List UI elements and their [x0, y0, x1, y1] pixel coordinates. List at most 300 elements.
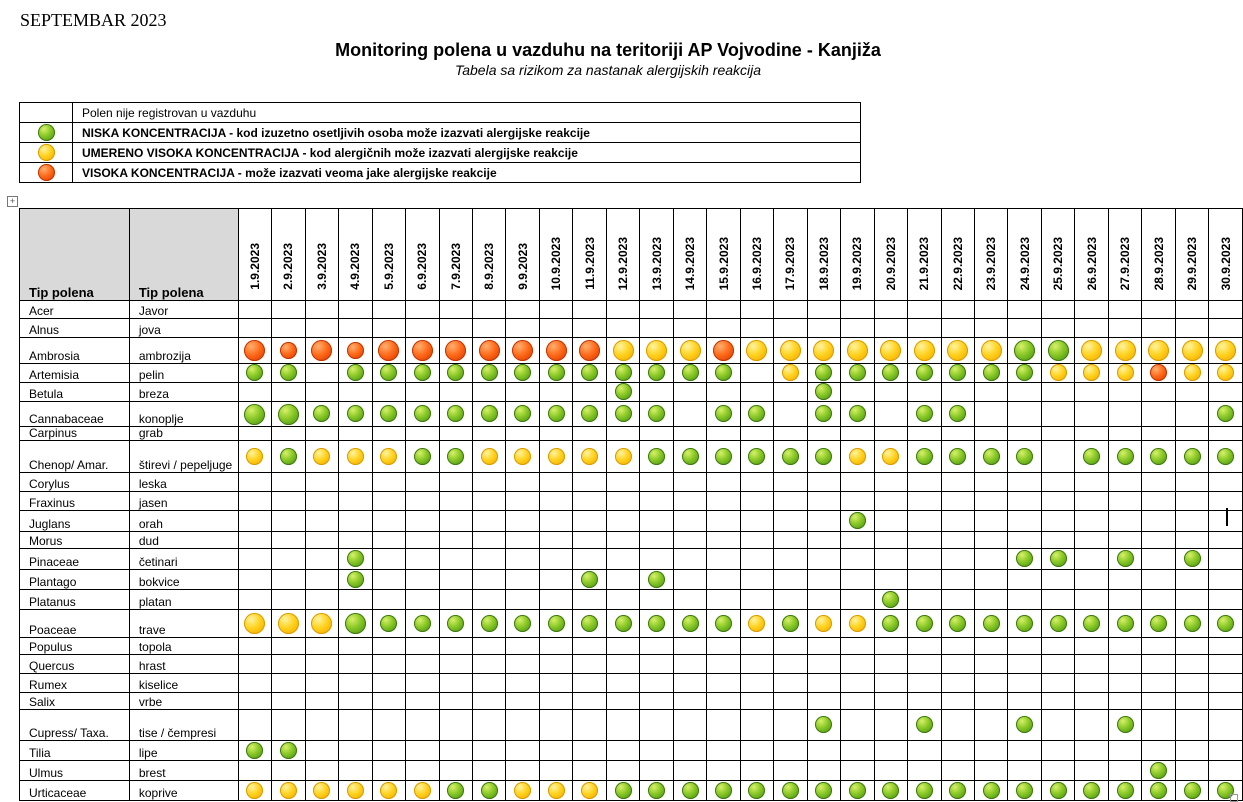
level-cell	[908, 427, 941, 441]
level-cell	[1142, 693, 1175, 710]
level-cell	[372, 549, 405, 570]
level-cell	[807, 655, 840, 674]
green-dot-icon	[815, 364, 832, 381]
level-cell	[606, 364, 639, 383]
legend-symbol-cell	[20, 103, 73, 123]
yellow-dot-icon	[748, 615, 765, 632]
level-cell	[774, 674, 807, 693]
level-cell	[372, 427, 405, 441]
pollen-local-name: orah	[129, 511, 238, 532]
red-dot-icon	[1150, 364, 1167, 381]
level-cell	[975, 590, 1008, 610]
level-cell	[539, 301, 572, 319]
pollen-local-name: koprive	[129, 781, 238, 801]
legend-row	[20, 143, 861, 163]
level-cell	[1075, 741, 1108, 761]
red-dot-icon	[38, 164, 55, 181]
level-cell	[740, 570, 773, 590]
green-dot-icon	[244, 404, 265, 425]
level-cell	[539, 590, 572, 610]
legend-level-label: UMERENO VISOKA KONCENTRACIJA	[82, 145, 300, 160]
level-cell	[841, 674, 874, 693]
level-cell	[305, 492, 338, 511]
green-dot-icon	[815, 782, 832, 799]
level-cell	[372, 338, 405, 364]
green-dot-icon	[615, 383, 632, 400]
yellow-dot-icon	[746, 340, 767, 361]
green-dot-icon	[949, 615, 966, 632]
level-cell	[305, 427, 338, 441]
level-cell	[740, 492, 773, 511]
level-cell	[372, 364, 405, 383]
level-cell	[272, 693, 305, 710]
level-cell	[707, 761, 740, 781]
level-cell	[874, 655, 907, 674]
green-dot-icon	[1184, 448, 1201, 465]
level-cell	[1041, 402, 1074, 427]
level-cell	[539, 693, 572, 710]
level-cell	[707, 590, 740, 610]
level-cell	[1209, 741, 1243, 761]
level-cell	[941, 473, 974, 492]
green-dot-icon	[414, 364, 431, 381]
table-row	[20, 301, 1243, 319]
level-cell	[573, 610, 606, 638]
green-dot-icon	[1150, 448, 1167, 465]
level-cell	[941, 338, 974, 364]
green-dot-icon	[715, 448, 732, 465]
level-cell	[238, 570, 271, 590]
level-cell	[673, 364, 706, 383]
level-cell	[406, 570, 439, 590]
level-cell	[339, 319, 372, 338]
green-dot-icon	[1048, 340, 1069, 361]
red-dot-icon	[244, 340, 265, 361]
legend-description: - može izazvati veoma jake alergijske reakcije	[234, 165, 497, 180]
level-cell	[1209, 383, 1243, 402]
level-cell	[807, 674, 840, 693]
green-dot-icon	[481, 615, 498, 632]
level-cell	[1041, 301, 1074, 319]
green-dot-icon	[1117, 716, 1134, 733]
green-dot-icon	[246, 742, 263, 759]
level-cell	[673, 638, 706, 655]
level-cell	[339, 674, 372, 693]
level-cell	[908, 674, 941, 693]
green-dot-icon	[782, 448, 799, 465]
table-row	[20, 638, 1243, 655]
level-cell	[406, 441, 439, 473]
table-row	[20, 364, 1243, 383]
green-dot-icon	[1014, 340, 1035, 361]
date-label: 4.9.2023	[348, 243, 363, 290]
level-cell	[372, 570, 405, 590]
level-cell	[774, 781, 807, 801]
level-cell	[975, 338, 1008, 364]
level-cell	[707, 781, 740, 801]
level-cell	[707, 402, 740, 427]
level-cell	[406, 761, 439, 781]
column-header-date	[1041, 209, 1074, 301]
level-cell	[941, 383, 974, 402]
level-cell	[1142, 511, 1175, 532]
red-dot-icon	[280, 342, 297, 359]
level-cell	[1108, 655, 1141, 674]
table-move-handle-icon[interactable]: +	[7, 196, 18, 207]
table-row	[20, 710, 1243, 741]
green-dot-icon	[38, 124, 55, 141]
legend-symbol-cell	[20, 163, 73, 183]
level-cell	[1075, 710, 1108, 741]
level-cell	[339, 741, 372, 761]
level-cell	[640, 473, 673, 492]
level-cell	[841, 655, 874, 674]
level-cell	[372, 532, 405, 549]
green-dot-icon	[1184, 782, 1201, 799]
green-dot-icon	[347, 405, 364, 422]
level-cell	[841, 590, 874, 610]
level-cell	[305, 364, 338, 383]
level-cell	[941, 761, 974, 781]
red-dot-icon	[347, 342, 364, 359]
level-cell	[439, 473, 472, 492]
column-header-date	[272, 209, 305, 301]
pollen-latin-name: Alnus	[20, 319, 130, 338]
level-cell	[807, 511, 840, 532]
legend-row	[20, 163, 861, 183]
yellow-dot-icon	[246, 448, 263, 465]
date-label: 10.9.2023	[549, 236, 564, 290]
level-cell	[707, 693, 740, 710]
level-cell	[539, 710, 572, 741]
column-header-latin: Tip polena	[20, 209, 130, 301]
green-dot-icon	[1184, 550, 1201, 567]
level-cell	[573, 301, 606, 319]
level-cell	[1041, 590, 1074, 610]
level-cell	[908, 570, 941, 590]
column-header-date	[238, 209, 271, 301]
level-cell	[406, 319, 439, 338]
level-cell	[673, 301, 706, 319]
level-cell	[238, 610, 271, 638]
date-label: 29.9.2023	[1185, 236, 1200, 290]
level-cell	[339, 570, 372, 590]
yellow-dot-icon	[311, 613, 332, 634]
level-cell	[1108, 473, 1141, 492]
level-cell	[740, 549, 773, 570]
level-cell	[406, 383, 439, 402]
level-cell	[606, 610, 639, 638]
level-cell	[807, 402, 840, 427]
level-cell	[238, 402, 271, 427]
pollen-local-name: tise / čempresi	[129, 710, 238, 741]
table-row	[20, 549, 1243, 570]
level-cell	[673, 549, 706, 570]
level-cell	[272, 781, 305, 801]
level-cell	[941, 319, 974, 338]
green-dot-icon	[715, 405, 732, 422]
yellow-dot-icon	[1117, 364, 1134, 381]
level-cell	[1075, 402, 1108, 427]
level-cell	[272, 610, 305, 638]
green-dot-icon	[949, 405, 966, 422]
level-cell	[774, 402, 807, 427]
green-dot-icon	[313, 405, 330, 422]
level-cell	[941, 549, 974, 570]
level-cell	[372, 301, 405, 319]
level-cell	[640, 741, 673, 761]
level-cell	[606, 532, 639, 549]
level-cell	[406, 301, 439, 319]
level-cell	[439, 610, 472, 638]
level-cell	[339, 781, 372, 801]
level-cell	[740, 610, 773, 638]
level-cell	[908, 590, 941, 610]
level-cell	[941, 492, 974, 511]
level-cell	[1041, 364, 1074, 383]
green-dot-icon	[1083, 448, 1100, 465]
level-cell	[339, 610, 372, 638]
level-cell	[339, 338, 372, 364]
level-cell	[1008, 492, 1041, 511]
yellow-dot-icon	[280, 782, 297, 799]
column-header-date	[339, 209, 372, 301]
table-row	[20, 427, 1243, 441]
yellow-dot-icon	[246, 782, 263, 799]
level-cell	[874, 781, 907, 801]
column-header-date	[1175, 209, 1208, 301]
level-cell	[807, 441, 840, 473]
date-label: 22.9.2023	[950, 236, 965, 290]
pollen-local-name: lipe	[129, 741, 238, 761]
level-cell	[841, 364, 874, 383]
level-cell	[305, 674, 338, 693]
level-cell	[573, 319, 606, 338]
table-row	[20, 441, 1243, 473]
level-cell	[439, 638, 472, 655]
green-dot-icon	[916, 716, 933, 733]
level-cell	[874, 693, 907, 710]
level-cell	[305, 693, 338, 710]
level-cell	[372, 402, 405, 427]
level-cell	[941, 532, 974, 549]
level-cell	[539, 492, 572, 511]
level-cell	[238, 511, 271, 532]
green-dot-icon	[347, 364, 364, 381]
level-cell	[238, 492, 271, 511]
level-cell	[673, 610, 706, 638]
level-cell	[472, 610, 505, 638]
date-label: 13.9.2023	[649, 236, 664, 290]
level-cell	[807, 610, 840, 638]
level-cell	[305, 549, 338, 570]
level-cell	[1008, 638, 1041, 655]
level-cell	[1108, 301, 1141, 319]
pollen-latin-name: Corylus	[20, 473, 130, 492]
green-dot-icon	[1016, 364, 1033, 381]
level-cell	[439, 710, 472, 741]
level-cell	[1209, 549, 1243, 570]
month-label: SEPTEMBAR 2023	[20, 10, 167, 30]
level-cell	[975, 674, 1008, 693]
level-cell	[339, 301, 372, 319]
level-cell	[1209, 532, 1243, 549]
pollen-local-name: kiselice	[129, 674, 238, 693]
green-dot-icon	[849, 782, 866, 799]
column-header-date	[1108, 209, 1141, 301]
level-cell	[640, 511, 673, 532]
green-dot-icon	[1150, 782, 1167, 799]
level-cell	[1041, 761, 1074, 781]
table-row	[20, 511, 1243, 532]
level-cell	[539, 610, 572, 638]
legend-level-label: VISOKA KONCENTRACIJA	[82, 165, 235, 180]
column-header-date	[841, 209, 874, 301]
level-cell	[305, 655, 338, 674]
level-cell	[606, 549, 639, 570]
level-cell	[573, 364, 606, 383]
level-cell	[774, 441, 807, 473]
green-dot-icon	[983, 782, 1000, 799]
pollen-local-name: ambrozija	[129, 338, 238, 364]
level-cell	[975, 741, 1008, 761]
level-cell	[774, 710, 807, 741]
level-cell	[1041, 383, 1074, 402]
level-cell	[439, 338, 472, 364]
pollen-local-name: hrast	[129, 655, 238, 674]
level-cell	[406, 511, 439, 532]
green-dot-icon	[581, 615, 598, 632]
level-cell	[472, 761, 505, 781]
level-cell	[506, 338, 539, 364]
level-cell	[1108, 761, 1141, 781]
green-dot-icon	[548, 615, 565, 632]
level-cell	[1008, 590, 1041, 610]
green-dot-icon	[1117, 550, 1134, 567]
pollen-local-name: topola	[129, 638, 238, 655]
level-cell	[740, 427, 773, 441]
red-dot-icon	[412, 340, 433, 361]
green-dot-icon	[1150, 762, 1167, 779]
level-cell	[1108, 781, 1141, 801]
level-cell	[1209, 570, 1243, 590]
level-cell	[908, 638, 941, 655]
level-cell	[1175, 441, 1208, 473]
date-label: 20.9.2023	[883, 236, 898, 290]
level-cell	[807, 693, 840, 710]
date-label: 30.9.2023	[1218, 236, 1233, 290]
pollen-latin-name: Betula	[20, 383, 130, 402]
level-cell	[807, 741, 840, 761]
level-cell	[841, 638, 874, 655]
level-cell	[472, 741, 505, 761]
green-dot-icon	[1016, 615, 1033, 632]
yellow-dot-icon	[1217, 364, 1234, 381]
date-label: 19.9.2023	[850, 236, 865, 290]
green-dot-icon	[949, 448, 966, 465]
level-cell	[305, 383, 338, 402]
green-dot-icon	[447, 615, 464, 632]
yellow-dot-icon	[1182, 340, 1203, 361]
green-dot-icon	[882, 782, 899, 799]
level-cell	[740, 511, 773, 532]
level-cell	[975, 761, 1008, 781]
green-dot-icon	[615, 615, 632, 632]
level-cell	[774, 427, 807, 441]
pollen-latin-name: Ambrosia	[20, 338, 130, 364]
level-cell	[506, 570, 539, 590]
red-dot-icon	[713, 340, 734, 361]
level-cell	[1075, 441, 1108, 473]
level-cell	[272, 383, 305, 402]
level-cell	[472, 570, 505, 590]
level-cell	[539, 781, 572, 801]
level-cell	[238, 761, 271, 781]
green-dot-icon	[581, 405, 598, 422]
level-cell	[272, 364, 305, 383]
level-cell	[1108, 441, 1141, 473]
level-cell	[238, 710, 271, 741]
level-cell	[606, 383, 639, 402]
column-header-local: Tip polena	[129, 209, 238, 301]
level-cell	[372, 590, 405, 610]
level-cell	[539, 319, 572, 338]
green-dot-icon	[648, 615, 665, 632]
level-cell	[372, 710, 405, 741]
level-cell	[1108, 693, 1141, 710]
level-cell	[573, 532, 606, 549]
resize-handle[interactable]	[1230, 794, 1238, 802]
pollen-latin-name: Chenop/ Amar.	[20, 441, 130, 473]
level-cell	[841, 402, 874, 427]
column-header-date	[539, 209, 572, 301]
level-cell	[1175, 301, 1208, 319]
level-cell	[1075, 693, 1108, 710]
level-cell	[975, 511, 1008, 532]
level-cell	[673, 532, 706, 549]
level-cell	[707, 427, 740, 441]
green-dot-icon	[882, 364, 899, 381]
level-cell	[1041, 441, 1074, 473]
pollen-latin-name: Rumex	[20, 674, 130, 693]
level-cell	[272, 761, 305, 781]
level-cell	[606, 338, 639, 364]
level-cell	[606, 492, 639, 511]
level-cell	[1041, 570, 1074, 590]
level-cell	[774, 319, 807, 338]
level-cell	[975, 441, 1008, 473]
level-cell	[305, 338, 338, 364]
green-dot-icon	[983, 615, 1000, 632]
legend-row	[20, 123, 861, 143]
column-header-date	[1008, 209, 1041, 301]
level-cell	[606, 473, 639, 492]
level-cell	[573, 427, 606, 441]
table-row	[20, 532, 1243, 549]
level-cell	[807, 364, 840, 383]
level-cell	[1041, 511, 1074, 532]
column-header-date	[941, 209, 974, 301]
level-cell	[238, 638, 271, 655]
level-cell	[472, 402, 505, 427]
level-cell	[874, 511, 907, 532]
level-cell	[673, 383, 706, 402]
level-cell	[1041, 427, 1074, 441]
level-cell	[406, 655, 439, 674]
level-cell	[841, 549, 874, 570]
level-cell	[573, 402, 606, 427]
level-cell	[1175, 710, 1208, 741]
